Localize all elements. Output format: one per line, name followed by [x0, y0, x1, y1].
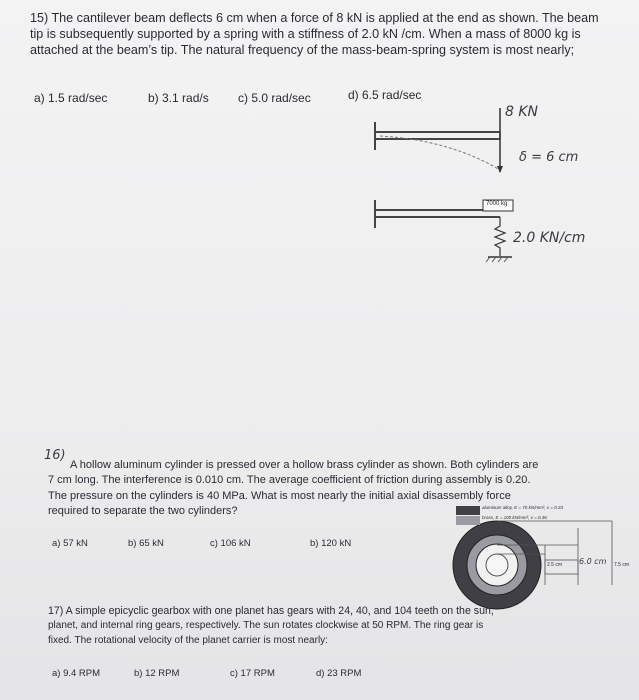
q16-option-b: b) 65 kN — [128, 538, 164, 549]
deflection-label: δ = 6 cm — [519, 150, 579, 165]
q17-option-c: c) 17 RPM — [230, 668, 275, 679]
q15-option-b: b) 3.1 rad/s — [148, 91, 209, 105]
force-label: 8 KN — [505, 104, 539, 120]
beam-mass-spring-diagram — [375, 200, 513, 262]
q15-option-d: d) 6.5 rad/sec — [348, 88, 422, 102]
q16-option-a: a) 57 kN — [52, 538, 88, 549]
q15-line-2: tip is subsequently supported by a spring with a stiffness of 2.0 kN /cm. When a mass of 8000 kg is — [30, 27, 581, 41]
q17-line-2: planet, and internal ring gears, respectively. The sun rotates clockwise at 50 RPM. The ring gear is — [48, 620, 484, 631]
q15-option-c: c) 5.0 rad/sec — [238, 91, 311, 105]
q16-line-4: required to separate the two cylinders? — [48, 505, 238, 517]
q16-line-3: The pressure on the cylinders is 40 MPa. What is most nearly the initial axial disassembly force — [48, 490, 511, 502]
q17-line-1: 17) A simple epicyclic gearbox with one planet has gears with 24, 40, and 104 teeth on the sun, — [48, 605, 494, 617]
q16-number: 16) — [44, 448, 66, 463]
mass-label: 7000 kg — [486, 201, 508, 207]
q17-option-d: d) 23 RPM — [316, 668, 362, 679]
q15-line-3: attached at the beam’s tip. The natural frequency of the mass-beam-spring system is most nearly; — [30, 43, 575, 57]
q17-option-b: b) 12 RPM — [134, 668, 180, 679]
dim-outer-diameter: 7.5 cm — [614, 562, 630, 568]
q16-option-c: c) 106 kN — [210, 538, 251, 549]
q15-option-a: a) 1.5 rad/sec — [34, 91, 108, 105]
dim-inner-diameter: 2.5 cm — [547, 562, 563, 568]
legend-brass: brass, E = 100 kN/mm², ν = 0.36 — [482, 515, 547, 520]
spring-stiffness-label: 2.0 KN/cm — [513, 230, 586, 246]
dim-interface-diameter: 6.0 cm — [579, 557, 607, 566]
q15-line-1: 15) The cantilever beam deflects 6 cm when a force of 8 kN is applied at the end as shown. The beam — [30, 11, 599, 25]
q16-line-2: 7 cm long. The interference is 0.010 cm. The average coefficient of friction during assembly is 0.20. — [48, 474, 531, 486]
cantilever-beam-diagram — [375, 108, 503, 173]
q16-option-d: b) 120 kN — [310, 538, 352, 549]
q17-line-3: fixed. The rotational velocity of the planet carrier is most nearly: — [48, 635, 328, 646]
legend-aluminum: aluminum alloy, E = 70 kN/mm², ν = 0.33 — [482, 505, 563, 510]
q16-line-1: A hollow aluminum cylinder is pressed over a hollow brass cylinder as shown. Both cylinders are — [70, 459, 539, 471]
q17-option-a: a) 9.4 RPM — [52, 668, 101, 679]
